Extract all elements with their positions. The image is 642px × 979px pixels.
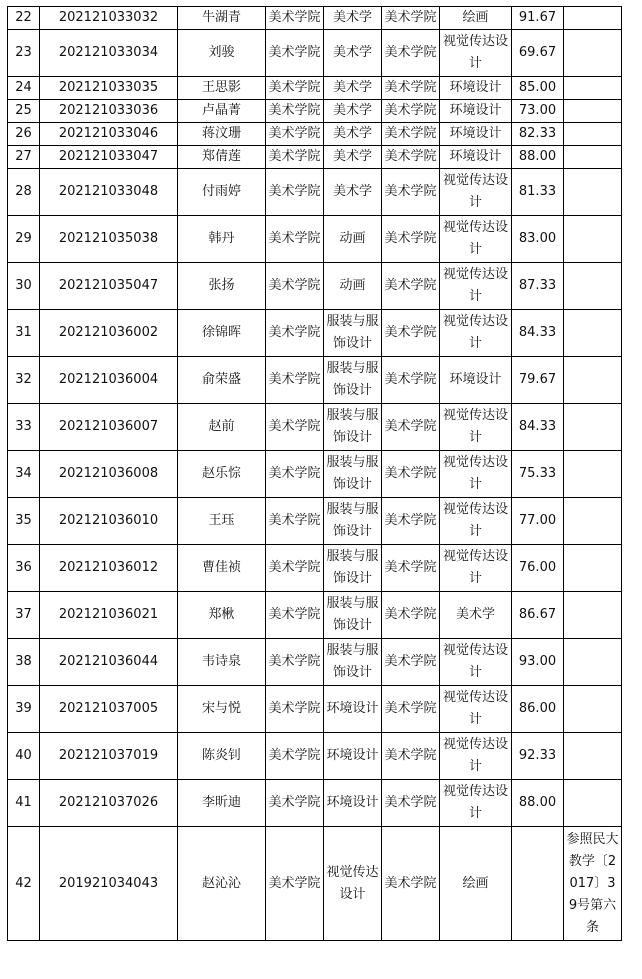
table-row [8, 216, 622, 263]
target-college-cell: 美术学院 [382, 77, 440, 100]
table-row [8, 545, 622, 592]
note-cell [564, 310, 622, 357]
target-major-cell: 绘画 [440, 7, 512, 30]
current-college-cell: 美术学院 [266, 498, 324, 545]
table-row [8, 100, 622, 123]
score-cell: 69.67 [512, 30, 564, 77]
note-cell [564, 686, 622, 733]
note-cell [564, 357, 622, 404]
score-cell [512, 827, 564, 941]
table-body [8, 7, 622, 941]
score-cell: 83.00 [512, 216, 564, 263]
score-cell: 87.33 [512, 263, 564, 310]
target-major-cell: 视觉传达设计 [440, 263, 512, 310]
target-major-cell: 环境设计 [440, 357, 512, 404]
note-cell [564, 77, 622, 100]
score-cell: 84.33 [512, 404, 564, 451]
table-row [8, 498, 622, 545]
score-cell: 86.67 [512, 592, 564, 639]
current-college-cell: 美术学院 [266, 7, 324, 30]
target-major-cell: 视觉传达设计 [440, 733, 512, 780]
target-college-cell: 美术学院 [382, 498, 440, 545]
score-cell: 77.00 [512, 498, 564, 545]
student-name-cell: 张扬 [178, 263, 266, 310]
target-major-cell: 视觉传达设计 [440, 545, 512, 592]
current-major-cell: 美术学 [324, 30, 382, 77]
current-college-cell: 美术学院 [266, 30, 324, 77]
row-number-cell: 35 [8, 498, 40, 545]
student-name-cell: 宋与悦 [178, 686, 266, 733]
student-id-cell: 202121033032 [40, 7, 178, 30]
current-college-cell: 美术学院 [266, 404, 324, 451]
student-id-cell: 202121033034 [40, 30, 178, 77]
score-cell: 88.00 [512, 146, 564, 169]
score-cell: 88.00 [512, 780, 564, 827]
row-number-cell: 24 [8, 77, 40, 100]
student-id-cell: 202121036007 [40, 404, 178, 451]
current-major-cell: 美术学 [324, 100, 382, 123]
row-number-cell: 39 [8, 686, 40, 733]
student-name-cell: 徐锦晖 [178, 310, 266, 357]
current-major-cell: 服装与服饰设计 [324, 498, 382, 545]
target-college-cell: 美术学院 [382, 263, 440, 310]
current-major-cell: 美术学 [324, 77, 382, 100]
student-id-cell: 202121037026 [40, 780, 178, 827]
target-college-cell: 美术学院 [382, 827, 440, 941]
current-college-cell: 美术学院 [266, 780, 324, 827]
student-name-cell: 李昕迪 [178, 780, 266, 827]
current-college-cell: 美术学院 [266, 451, 324, 498]
score-cell: 86.00 [512, 686, 564, 733]
student-name-cell: 俞荣盛 [178, 357, 266, 404]
current-major-cell: 美术学 [324, 7, 382, 30]
row-number-cell: 33 [8, 404, 40, 451]
current-major-cell: 美术学 [324, 146, 382, 169]
note-cell [564, 7, 622, 30]
student-id-cell: 202121036044 [40, 639, 178, 686]
row-number-cell: 40 [8, 733, 40, 780]
student-name-cell: 郑楸 [178, 592, 266, 639]
student-name-cell: 赵乐悰 [178, 451, 266, 498]
target-major-cell: 视觉传达设计 [440, 451, 512, 498]
student-id-cell: 202121033035 [40, 77, 178, 100]
current-major-cell: 动画 [324, 216, 382, 263]
note-cell [564, 498, 622, 545]
score-cell: 75.33 [512, 451, 564, 498]
target-major-cell: 视觉传达设计 [440, 639, 512, 686]
score-cell: 76.00 [512, 545, 564, 592]
current-major-cell: 动画 [324, 263, 382, 310]
current-major-cell: 环境设计 [324, 733, 382, 780]
current-major-cell: 环境设计 [324, 780, 382, 827]
student-id-cell: 202121037005 [40, 686, 178, 733]
note-cell [564, 404, 622, 451]
note-cell [564, 733, 622, 780]
current-college-cell: 美术学院 [266, 169, 324, 216]
target-major-cell: 环境设计 [440, 100, 512, 123]
student-name-cell: 韦诗泉 [178, 639, 266, 686]
target-college-cell: 美术学院 [382, 100, 440, 123]
table-row [8, 733, 622, 780]
table-row [8, 123, 622, 146]
row-number-cell: 29 [8, 216, 40, 263]
target-college-cell: 美术学院 [382, 639, 440, 686]
target-major-cell: 环境设计 [440, 146, 512, 169]
note-cell [564, 216, 622, 263]
target-college-cell: 美术学院 [382, 146, 440, 169]
current-college-cell: 美术学院 [266, 357, 324, 404]
student-name-cell: 牛湖青 [178, 7, 266, 30]
row-number-cell: 41 [8, 780, 40, 827]
target-major-cell: 视觉传达设计 [440, 216, 512, 263]
current-college-cell: 美术学院 [266, 263, 324, 310]
target-major-cell: 视觉传达设计 [440, 169, 512, 216]
table-row [8, 780, 622, 827]
note-cell [564, 169, 622, 216]
student-name-cell: 赵前 [178, 404, 266, 451]
current-major-cell: 服装与服饰设计 [324, 310, 382, 357]
student-id-cell: 202121033047 [40, 146, 178, 169]
target-major-cell: 视觉传达设计 [440, 30, 512, 77]
row-number-cell: 36 [8, 545, 40, 592]
note-cell [564, 451, 622, 498]
target-college-cell: 美术学院 [382, 123, 440, 146]
student-name-cell: 曹佳祯 [178, 545, 266, 592]
score-cell: 81.33 [512, 169, 564, 216]
target-major-cell: 视觉传达设计 [440, 310, 512, 357]
note-cell [564, 592, 622, 639]
student-id-cell: 201921034043 [40, 827, 178, 941]
student-name-cell: 王珏 [178, 498, 266, 545]
current-college-cell: 美术学院 [266, 123, 324, 146]
current-major-cell: 视觉传达设计 [324, 827, 382, 941]
current-college-cell: 美术学院 [266, 100, 324, 123]
table-row [8, 357, 622, 404]
current-college-cell: 美术学院 [266, 545, 324, 592]
current-college-cell: 美术学院 [266, 592, 324, 639]
current-major-cell: 服装与服饰设计 [324, 545, 382, 592]
current-college-cell: 美术学院 [266, 733, 324, 780]
table-row [8, 146, 622, 169]
score-cell: 73.00 [512, 100, 564, 123]
score-cell: 91.67 [512, 7, 564, 30]
target-major-cell: 环境设计 [440, 77, 512, 100]
target-college-cell: 美术学院 [382, 733, 440, 780]
score-cell: 85.00 [512, 77, 564, 100]
current-major-cell: 服装与服饰设计 [324, 592, 382, 639]
target-college-cell: 美术学院 [382, 357, 440, 404]
row-number-cell: 42 [8, 827, 40, 941]
note-cell [564, 639, 622, 686]
table-row [8, 77, 622, 100]
table-row [8, 827, 622, 941]
current-college-cell: 美术学院 [266, 216, 324, 263]
student-id-cell: 202121033048 [40, 169, 178, 216]
current-college-cell: 美术学院 [266, 77, 324, 100]
note-cell [564, 100, 622, 123]
table-row [8, 451, 622, 498]
student-id-cell: 202121035038 [40, 216, 178, 263]
current-college-cell: 美术学院 [266, 686, 324, 733]
score-cell: 93.00 [512, 639, 564, 686]
target-major-cell: 视觉传达设计 [440, 498, 512, 545]
target-major-cell: 美术学 [440, 592, 512, 639]
current-major-cell: 美术学 [324, 123, 382, 146]
row-number-cell: 25 [8, 100, 40, 123]
student-name-cell: 蒋汶珊 [178, 123, 266, 146]
target-college-cell: 美术学院 [382, 216, 440, 263]
table-row [8, 686, 622, 733]
current-major-cell: 服装与服饰设计 [324, 639, 382, 686]
student-name-cell: 韩丹 [178, 216, 266, 263]
target-major-cell: 视觉传达设计 [440, 686, 512, 733]
current-major-cell: 服装与服饰设计 [324, 404, 382, 451]
student-name-cell: 王思影 [178, 77, 266, 100]
target-college-cell: 美术学院 [382, 169, 440, 216]
note-cell [564, 545, 622, 592]
score-cell: 82.33 [512, 123, 564, 146]
table-row [8, 7, 622, 30]
note-cell [564, 30, 622, 77]
student-id-cell: 202121033046 [40, 123, 178, 146]
target-college-cell: 美术学院 [382, 404, 440, 451]
student-id-cell: 202121036008 [40, 451, 178, 498]
row-number-cell: 28 [8, 169, 40, 216]
student-id-cell: 202121036010 [40, 498, 178, 545]
current-major-cell: 美术学 [324, 169, 382, 216]
target-college-cell: 美术学院 [382, 686, 440, 733]
score-cell: 84.33 [512, 310, 564, 357]
table-row [8, 30, 622, 77]
target-major-cell: 视觉传达设计 [440, 780, 512, 827]
target-major-cell: 绘画 [440, 827, 512, 941]
table-row [8, 592, 622, 639]
student-id-cell: 202121036021 [40, 592, 178, 639]
target-college-cell: 美术学院 [382, 7, 440, 30]
row-number-cell: 22 [8, 7, 40, 30]
target-college-cell: 美术学院 [382, 451, 440, 498]
student-id-cell: 202121033036 [40, 100, 178, 123]
student-name-cell: 卢晶菁 [178, 100, 266, 123]
row-number-cell: 30 [8, 263, 40, 310]
row-number-cell: 27 [8, 146, 40, 169]
table-row [8, 404, 622, 451]
note-cell [564, 263, 622, 310]
current-college-cell: 美术学院 [266, 146, 324, 169]
note-cell [564, 146, 622, 169]
current-major-cell: 服装与服饰设计 [324, 357, 382, 404]
table-row [8, 263, 622, 310]
current-major-cell: 环境设计 [324, 686, 382, 733]
student-id-cell: 202121036002 [40, 310, 178, 357]
note-cell [564, 780, 622, 827]
table-container [7, 6, 622, 941]
row-number-cell: 23 [8, 30, 40, 77]
table-row [8, 310, 622, 357]
row-number-cell: 31 [8, 310, 40, 357]
target-major-cell: 环境设计 [440, 123, 512, 146]
student-name-cell: 赵沁沁 [178, 827, 266, 941]
target-college-cell: 美术学院 [382, 545, 440, 592]
score-cell: 79.67 [512, 357, 564, 404]
current-college-cell: 美术学院 [266, 310, 324, 357]
student-name-cell: 陈炎钊 [178, 733, 266, 780]
table-row [8, 169, 622, 216]
student-id-cell: 202121036012 [40, 545, 178, 592]
target-college-cell: 美术学院 [382, 310, 440, 357]
target-college-cell: 美术学院 [382, 592, 440, 639]
target-college-cell: 美术学院 [382, 780, 440, 827]
row-number-cell: 37 [8, 592, 40, 639]
target-major-cell: 视觉传达设计 [440, 404, 512, 451]
note-cell [564, 123, 622, 146]
student-id-cell: 202121036004 [40, 357, 178, 404]
table-row [8, 639, 622, 686]
transfer-table [7, 6, 622, 941]
current-college-cell: 美术学院 [266, 827, 324, 941]
target-college-cell: 美术学院 [382, 30, 440, 77]
score-cell: 92.33 [512, 733, 564, 780]
row-number-cell: 32 [8, 357, 40, 404]
note-cell: 参照民大教学〔2017〕39号第六条 [564, 827, 622, 941]
student-name-cell: 付雨婷 [178, 169, 266, 216]
row-number-cell: 34 [8, 451, 40, 498]
current-major-cell: 服装与服饰设计 [324, 451, 382, 498]
row-number-cell: 26 [8, 123, 40, 146]
student-name-cell: 郑倩莲 [178, 146, 266, 169]
current-college-cell: 美术学院 [266, 639, 324, 686]
student-id-cell: 202121037019 [40, 733, 178, 780]
student-id-cell: 202121035047 [40, 263, 178, 310]
student-name-cell: 刘骏 [178, 30, 266, 77]
row-number-cell: 38 [8, 639, 40, 686]
